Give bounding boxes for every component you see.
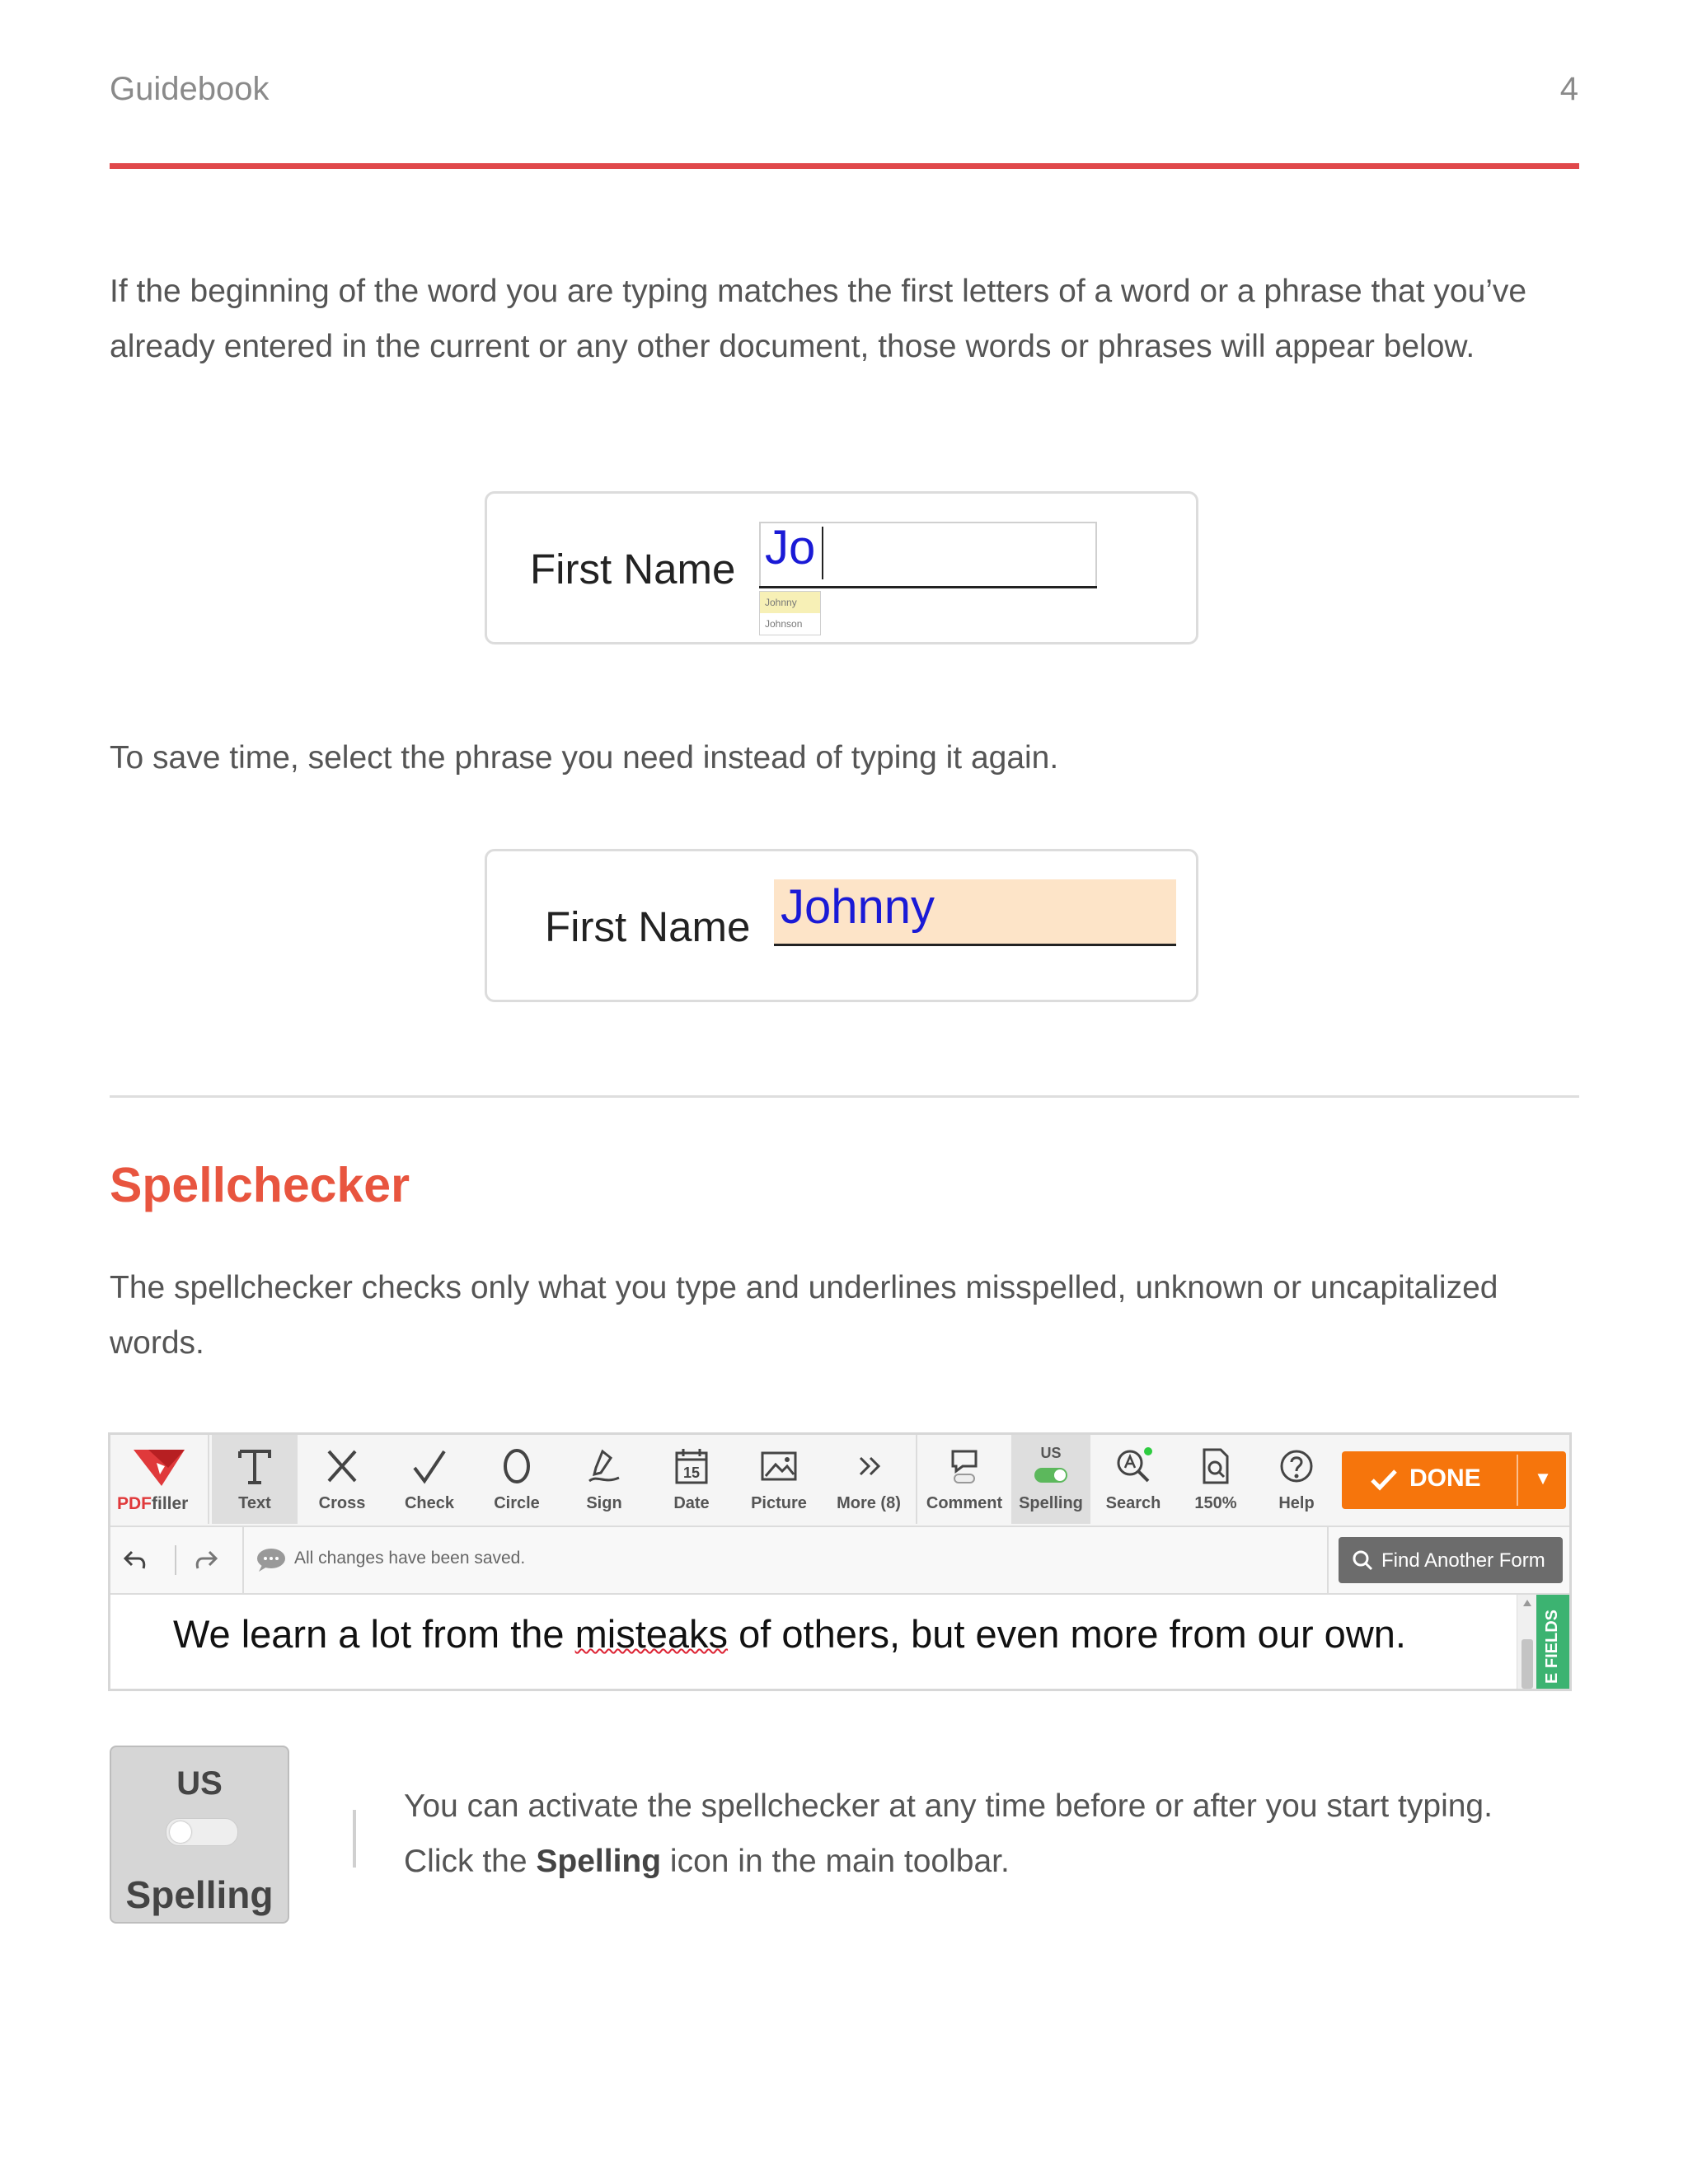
calendar-day: 15 [682, 1465, 701, 1481]
sentence-end: of others, but even more from our own. [728, 1612, 1406, 1656]
toggle-off-icon [166, 1818, 238, 1846]
note-accent-bar [353, 1810, 356, 1868]
first-name-label: First Name [530, 546, 736, 593]
done-button[interactable] [1342, 1451, 1566, 1509]
first-name-value: Johnny [781, 880, 935, 934]
text-tool-button[interactable] [212, 1435, 298, 1524]
more-tools-button[interactable] [823, 1435, 914, 1524]
first-name-value: Jo [765, 521, 816, 574]
header-rule [110, 163, 1579, 169]
suggestion-list [759, 591, 821, 635]
header-title: Guidebook [110, 71, 270, 107]
check-icon [411, 1446, 448, 1486]
logo-filler-text: filler [152, 1494, 189, 1513]
checkmark-icon [1370, 1468, 1398, 1493]
first-name-label: First Name [545, 903, 751, 950]
text-tool-icon [237, 1446, 273, 1486]
cross-tool-button[interactable] [299, 1435, 385, 1524]
circle-tool-label: Circle [494, 1494, 540, 1512]
document-sentence [173, 1611, 1406, 1657]
scrollbar-thumb[interactable] [1522, 1639, 1533, 1689]
suggestion-item[interactable]: Johnny [760, 592, 820, 613]
search-icon [1352, 1549, 1373, 1571]
section-divider [110, 1095, 1579, 1098]
find-another-form-label: Find Another Form [1381, 1549, 1545, 1572]
vertical-scrollbar[interactable] [1517, 1595, 1537, 1691]
note-text-after: icon in the main toolbar. [661, 1844, 1010, 1879]
zoom-level-label: 150% [1194, 1494, 1237, 1512]
spelling-toggle-button[interactable] [1011, 1435, 1090, 1524]
cross-tool-label: Cross [318, 1494, 366, 1512]
status-bar [110, 1527, 1569, 1595]
find-another-form-button[interactable] [1339, 1537, 1563, 1583]
check-tool-button[interactable] [387, 1435, 472, 1524]
date-tool-button[interactable] [649, 1435, 734, 1524]
chat-bubble-icon [256, 1547, 287, 1573]
sentence-start: We learn a lot from the [173, 1612, 575, 1656]
spelling-toggle-widget[interactable] [110, 1746, 289, 1924]
dropdown-arrow-icon[interactable]: ▼ [1534, 1468, 1552, 1488]
note-bold-text: Spelling [536, 1844, 662, 1879]
check-tool-label: Check [404, 1494, 455, 1512]
note-text-before: Click the [404, 1844, 537, 1879]
autocomplete-example [485, 491, 1198, 644]
status-separator [175, 1545, 176, 1575]
fields-tab-label: E FIELDS [1543, 1609, 1561, 1684]
toolbar-separator [208, 1435, 209, 1524]
spellchecker-intro-paragraph: The spellchecker checks only what you type and underlines misspelled, unknown or uncapitalized words. [110, 1270, 1498, 1361]
chevron-double-right-icon [851, 1446, 887, 1486]
help-icon [1277, 1446, 1316, 1486]
spelling-label: Spelling [125, 1873, 274, 1916]
select-phrase-paragraph: To save time, select the phrase you need instead of typing it again. [110, 740, 1059, 776]
circle-tool-button[interactable] [474, 1435, 560, 1524]
calendar-icon [673, 1446, 710, 1486]
spelling-note [404, 1779, 1591, 1889]
selected-example [485, 849, 1198, 1002]
toolbar-separator [916, 1435, 917, 1524]
help-tool-label: Help [1278, 1494, 1315, 1512]
picture-icon [759, 1446, 799, 1486]
cross-icon [324, 1446, 360, 1486]
fields-side-tab[interactable] [1536, 1595, 1569, 1691]
text-caret [822, 527, 823, 579]
search-tool-button[interactable] [1092, 1435, 1175, 1524]
search-icon [1114, 1446, 1153, 1486]
main-toolbar [110, 1435, 1569, 1527]
scroll-up-arrow-icon[interactable] [1523, 1600, 1531, 1606]
document-area[interactable] [110, 1595, 1569, 1691]
editor-screenshot [108, 1432, 1572, 1691]
redo-icon[interactable] [193, 1547, 219, 1573]
comment-tool-label: Comment [926, 1494, 1003, 1512]
spelling-locale: US [176, 1765, 223, 1802]
note-line-1: You can activate the spellchecker at any time before or after you start typing. [404, 1788, 1493, 1824]
field-underline [774, 944, 1176, 946]
status-separator [242, 1527, 244, 1593]
save-status-text: All changes have been saved. [294, 1549, 526, 1568]
zoom-tool-button[interactable] [1176, 1435, 1255, 1524]
pdffiller-logo[interactable] [110, 1435, 208, 1524]
sign-tool-button[interactable] [561, 1435, 647, 1524]
field-underline [759, 586, 1097, 588]
logo-pdf-text: PDF [117, 1494, 152, 1513]
spelling-locale: US [1040, 1445, 1062, 1461]
date-tool-label: Date [673, 1494, 710, 1512]
undo-icon[interactable] [122, 1547, 148, 1573]
suggestion-item[interactable]: Johnson [765, 618, 803, 630]
text-tool-label: Text [238, 1494, 271, 1512]
circle-icon [499, 1446, 535, 1486]
picture-tool-label: Picture [751, 1494, 807, 1512]
picture-tool-button[interactable] [736, 1435, 822, 1524]
help-tool-button[interactable] [1257, 1435, 1336, 1524]
section-heading: Spellchecker [110, 1158, 410, 1212]
misspelled-word[interactable]: misteaks [574, 1612, 729, 1656]
spelling-tool-label: Spelling [1019, 1494, 1083, 1512]
sign-pen-icon [586, 1446, 622, 1486]
autocomplete-intro-paragraph: If the beginning of the word you are typing matches the first letters of a word or a phrase that you’ve already entered in the current or any other document, those words or phrases will appear below. [110, 274, 1527, 364]
zoom-document-icon [1198, 1446, 1234, 1486]
more-tools-label: More (8) [837, 1494, 901, 1512]
comment-tool-button[interactable] [919, 1435, 1010, 1524]
sign-tool-label: Sign [586, 1494, 622, 1512]
status-separator [1327, 1527, 1329, 1593]
done-label: DONE [1409, 1465, 1481, 1492]
spelling-toggle-on-icon [1034, 1468, 1067, 1483]
search-tool-label: Search [1105, 1494, 1161, 1512]
comment-icon [946, 1446, 982, 1486]
page-number: 4 [1559, 71, 1578, 107]
pdffiller-logo-icon [132, 1446, 186, 1488]
note-line-2 [404, 1834, 1591, 1889]
done-divider [1517, 1455, 1518, 1506]
